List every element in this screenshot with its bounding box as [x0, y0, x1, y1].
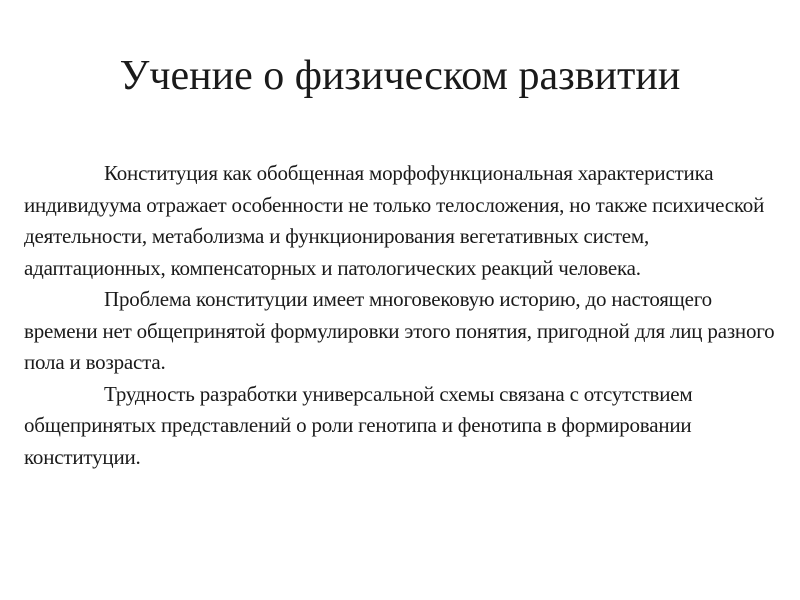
slide-title: Учение о физическом развитии: [119, 53, 681, 99]
paragraph-constitution-history: Проблема конституции имеет многовековую историю, до настоящего времени нет общепринятой формулировки этого понятия, пригодной для лиц разного пола и возраста.: [24, 287, 775, 374]
slide-body: [24, 158, 784, 473]
paragraph-constitution-definition: Конституция как обобщенная морфофункциональная характеристика индивидуума отражает особенности не только телосложения, но также психической деятельности, метаболизма и функционирования вегетативных систем, адаптационных, компенсаторных и патологических реакций человека.: [24, 161, 765, 280]
paragraph-universal-scheme: Трудность разработки универсальной схемы связана с отсутствием общепринятых представлений о роли генотипа и фенотипа в формировании конституции.: [24, 381, 693, 469]
